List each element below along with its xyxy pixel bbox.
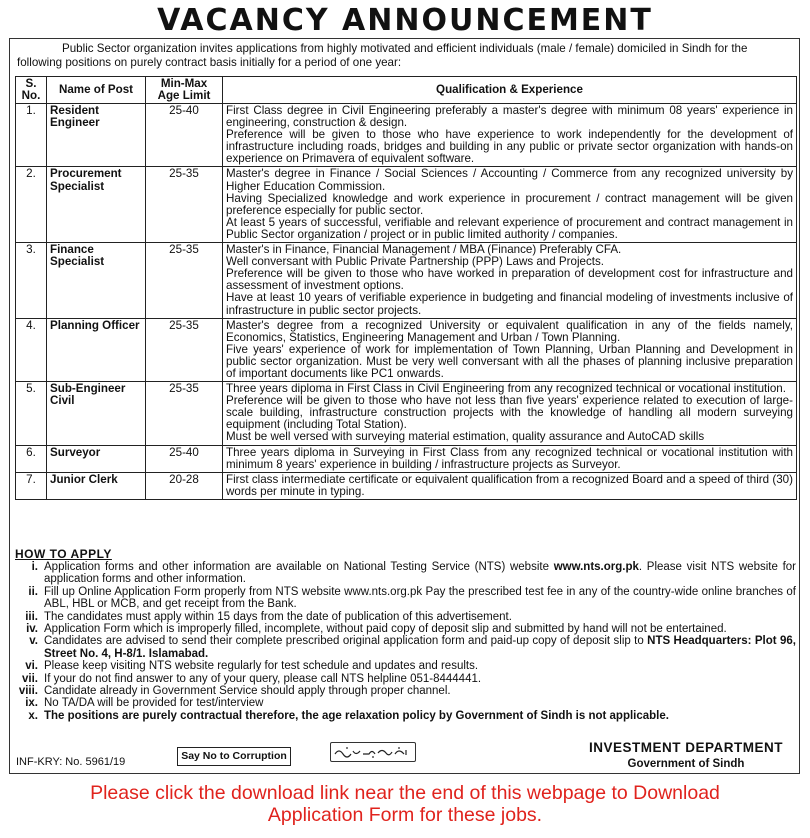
list-item-text-pre: Please keep visiting NTS website regularly for test schedule and updates and results. bbox=[44, 660, 479, 673]
table-row bbox=[16, 445, 797, 472]
row-qualification bbox=[223, 382, 797, 445]
qualification-line: Master's degree in Finance / Social Sciences / Accounting / Commerce from any recognized university by Higher Education Commission. bbox=[226, 167, 793, 193]
intro-text: Public Sector organization invites applications from highly motivated and efficient individuals (male / female) domiciled in Sindh for the following positions on purely contract basis initially for a period of one year: bbox=[17, 42, 748, 69]
row-post-name: Sub-Engineer Civil bbox=[47, 382, 146, 445]
list-item bbox=[12, 660, 796, 672]
row-qualification bbox=[223, 104, 797, 167]
list-item bbox=[12, 685, 796, 697]
list-item bbox=[12, 611, 796, 623]
table-row bbox=[16, 167, 797, 243]
row-age-limit: 25-35 bbox=[146, 382, 223, 445]
row-sno: 5. bbox=[16, 382, 47, 445]
qualification-line: Preference will be given to those who have not less than five years' experience related to execution of large-scale building, infrastructure construction projects with the knowledge of handling all modern surveying equipment (including Total Station). bbox=[226, 394, 793, 432]
list-item-number: i. bbox=[31, 561, 38, 573]
row-sno: 7. bbox=[16, 472, 47, 499]
list-item bbox=[12, 697, 796, 709]
table-header-row bbox=[16, 77, 797, 104]
vacancy-table bbox=[15, 76, 797, 500]
list-item-text bbox=[44, 586, 796, 611]
how-to-apply-list bbox=[12, 561, 796, 722]
download-notice-line-1: Please click the download link near the end of this webpage to Download bbox=[90, 782, 720, 804]
list-item bbox=[12, 586, 796, 611]
page-title: VACANCY ANNOUNCEMENT bbox=[157, 3, 653, 38]
row-age-limit: 25-35 bbox=[146, 318, 223, 381]
list-item bbox=[12, 673, 796, 685]
department-name: INVESTMENT DEPARTMENT bbox=[588, 740, 783, 755]
list-item-text bbox=[44, 673, 796, 685]
how-to-apply-title: HOW TO APPLY bbox=[15, 547, 112, 561]
header-sno: S. No. bbox=[16, 77, 47, 104]
qualification-line: Well conversant with Public Private Partnership (PPP) Laws and Projects. bbox=[226, 255, 605, 269]
row-age-limit: 25-40 bbox=[146, 104, 223, 167]
qualification-line: Three years diploma in Surveying in First Class from any recognized technical or vocational institution with minimum 8 years' experience in building / infrastructure projects as Surveyor. bbox=[226, 445, 793, 471]
qualification-line: Having Specialized knowledge and work experience in procurement / contract management will be given preference especially for public sector. bbox=[226, 191, 793, 217]
list-item-number: ii. bbox=[28, 585, 38, 598]
list-item-number: x. bbox=[28, 709, 38, 722]
list-item-text-pre: Fill up Online Application Form properly from NTS website www.nts.org.pk Pay the prescribed test fee in any of the country-wide online branches of ABL, HBL or MCB, and get receipt from the Bank. bbox=[44, 585, 796, 611]
row-qualification bbox=[223, 243, 797, 319]
row-post-name: Surveyor bbox=[47, 445, 146, 472]
row-qualification bbox=[223, 445, 797, 472]
qualification-line: Must be well versed with surveying material estimation, quality assurance and AutoCAD skills bbox=[226, 430, 705, 444]
row-qualification bbox=[223, 318, 797, 381]
header-qualification: Qualification & Experience bbox=[223, 77, 797, 104]
list-item bbox=[12, 561, 796, 586]
qualification-line: Master's degree from a recognized University or equivalent qualification in any of the fields namely, Economics, Statistics, Engineering Management and Urban / Town Planning. bbox=[226, 318, 793, 344]
header-post: Name of Post bbox=[47, 77, 146, 104]
row-age-limit: 25-35 bbox=[146, 167, 223, 243]
list-item-number: vii. bbox=[22, 672, 38, 685]
list-item bbox=[12, 710, 796, 722]
row-sno: 3. bbox=[16, 243, 47, 319]
list-item-number: v. bbox=[29, 635, 38, 648]
list-item-text-pre: Application Form which is improperly filled, incomplete, without paid copy of deposit slip and submitted by hand will not be entertained. bbox=[44, 623, 727, 636]
list-item-text-pre: No TA/DA will be provided for test/interview bbox=[44, 697, 264, 710]
list-item-text bbox=[44, 710, 796, 722]
list-item-number: vi. bbox=[25, 660, 38, 673]
row-qualification bbox=[223, 167, 797, 243]
urdu-script-icon bbox=[333, 745, 413, 759]
list-item-text-bold: www.nts.org.pk bbox=[553, 561, 639, 573]
qualification-line: Five years' experience of work for implementation of Town Planning, Urban Planning and Development in public sector organization. Must be very well conversant with all the phases of planning inclusive preparation of important documents like PC1 onwards. bbox=[226, 342, 793, 380]
qualification-line: Master's in Finance, Financial Management / MBA (Finance) Preferably CFA. bbox=[226, 243, 622, 257]
row-post-name: Planning Officer bbox=[47, 318, 146, 381]
row-post-name: Procurement Specialist bbox=[47, 167, 146, 243]
row-sno: 4. bbox=[16, 318, 47, 381]
list-item-text bbox=[44, 611, 796, 623]
table-row bbox=[16, 382, 797, 445]
list-item bbox=[12, 623, 796, 635]
list-item-text-bold: The positions are purely contractual therefore, the age relaxation policy by Government of Sindh is not applicable. bbox=[44, 709, 669, 722]
qualification-line: Three years diploma in First Class in Civil Engineering from any recognized technical or vocational institution. bbox=[226, 382, 786, 396]
download-notice-line-2: Application Form for these jobs. bbox=[267, 804, 543, 826]
list-item-text bbox=[44, 561, 796, 586]
qualification-line: First class intermediate certificate or equivalent qualification from a recognized Board and a speed of third (30) words per minute in typing. bbox=[226, 472, 793, 498]
row-post-name: Junior Clerk bbox=[47, 472, 146, 499]
row-qualification bbox=[223, 472, 797, 499]
list-item-text-pre: Candidate already in Government Service should apply through proper channel. bbox=[44, 685, 451, 698]
list-item-number: viii. bbox=[18, 685, 38, 698]
list-item-text-post: . Please visit NTS website for application forms and other information. bbox=[44, 561, 796, 586]
list-item-text bbox=[44, 623, 796, 635]
table-row bbox=[16, 243, 797, 319]
say-no-to-corruption-badge: Say No to Corruption bbox=[177, 747, 291, 766]
list-item-number: ix. bbox=[25, 697, 38, 710]
list-item-text bbox=[44, 685, 796, 697]
list-item-number: iv. bbox=[26, 623, 38, 636]
reference-number: INF-KRY: No. 5961/19 bbox=[16, 756, 126, 768]
list-item-number: iii. bbox=[25, 610, 38, 623]
row-post-name: Finance Specialist bbox=[47, 243, 146, 319]
header-age: Min-Max Age Limit bbox=[146, 77, 223, 104]
list-item bbox=[12, 635, 796, 660]
list-item-text bbox=[44, 697, 796, 709]
list-item-text-pre: The candidates must apply within 15 days from the date of publication of this advertisement. bbox=[44, 610, 512, 623]
row-age-limit: 20-28 bbox=[146, 472, 223, 499]
table-row bbox=[16, 318, 797, 381]
urdu-slogan-stamp bbox=[330, 742, 416, 762]
row-sno: 1. bbox=[16, 104, 47, 167]
row-sno: 2. bbox=[16, 167, 47, 243]
list-item-text-bold: NTS Headquarters: Plot 96, Street No. 4, H-8/1. Islamabad. bbox=[44, 635, 796, 660]
list-item-text bbox=[44, 660, 796, 672]
qualification-line: First Class degree in Civil Engineering preferably a master's degree with minimum 08 years' experience in engineering, construction & design. bbox=[226, 104, 793, 130]
list-item-text-pre: Candidates are advised to send their complete prescribed original application form and paid-up copy of deposit slip to bbox=[44, 635, 648, 648]
qualification-line: Have at least 10 years of verifiable experience in budgeting and financial modeling of investments inclusive of infrastructure in public sector projects. bbox=[226, 291, 793, 317]
vacancy-table-body bbox=[16, 104, 797, 500]
list-item-text bbox=[44, 635, 796, 660]
government-name: Government of Sindh bbox=[627, 758, 745, 770]
row-post-name: Resident Engineer bbox=[47, 104, 146, 167]
table-row bbox=[16, 104, 797, 167]
qualification-line: At least 5 years of successful, verifiable and relevant experience of procurement and contract management in Public Sector organization / project or in public limited authority / companies. bbox=[226, 215, 793, 241]
row-age-limit: 25-40 bbox=[146, 445, 223, 472]
row-age-limit: 25-35 bbox=[146, 243, 223, 319]
row-sno: 6. bbox=[16, 445, 47, 472]
list-item-text-pre: Application forms and other information are available on National Testing Service (NTS) website bbox=[44, 561, 554, 573]
download-notice bbox=[0, 782, 810, 826]
qualification-line: Preference will be given to those who have experience to work independently for the development of infrastructure including roads, bridges and building in any public or private sector organization with hands-on experience on Primavera of equivalent software. bbox=[226, 128, 793, 166]
table-row bbox=[16, 472, 797, 499]
list-item-text-pre: If your do not find answer to any of your query, please call NTS helpline 051-8444441. bbox=[44, 672, 482, 685]
qualification-line: Preference will be given to those who have worked in preparation of development cost for infrastructure and assessment of investment options. bbox=[226, 267, 793, 293]
